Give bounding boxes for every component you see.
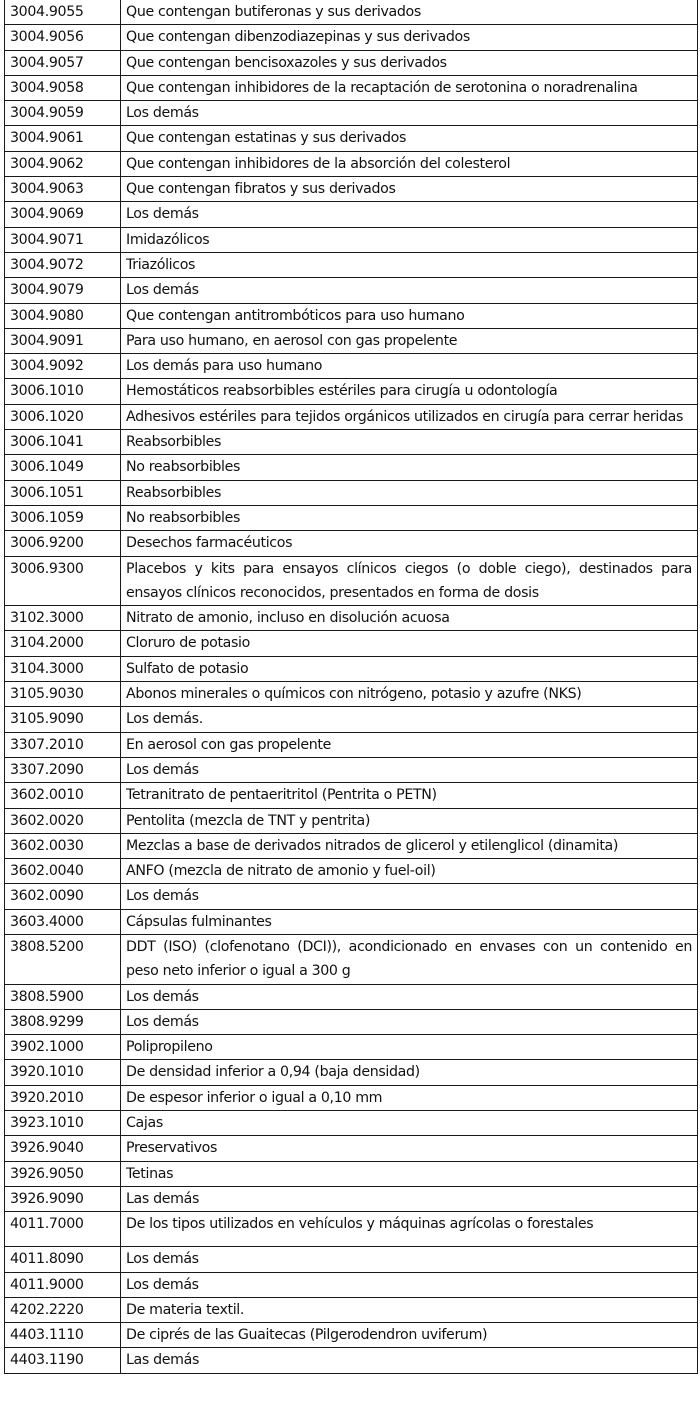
tariff-code: 3808.5200	[5, 934, 121, 984]
table-row	[5, 732, 698, 757]
table-row	[5, 757, 698, 782]
table-row	[5, 1186, 698, 1211]
table-row	[5, 252, 698, 277]
tariff-code: 3920.2010	[5, 1085, 121, 1110]
tariff-description: Desechos farmacéuticos	[121, 531, 698, 556]
tariff-description: Tetranitrato de pentaeritritol (Pentrita o PETN)	[121, 783, 698, 808]
tariff-code: 3006.1041	[5, 430, 121, 455]
table-row	[5, 480, 698, 505]
tariff-code: 3006.1049	[5, 455, 121, 480]
table-row	[5, 505, 698, 530]
tariff-code: 3602.0040	[5, 859, 121, 884]
table-row	[5, 1111, 698, 1136]
table-row	[5, 177, 698, 202]
table-row	[5, 631, 698, 656]
tariff-description: Tetinas	[121, 1161, 698, 1186]
table-row	[5, 1161, 698, 1186]
tariff-code: 4202.2220	[5, 1297, 121, 1322]
table-row	[5, 151, 698, 176]
tariff-description: Los demás	[121, 757, 698, 782]
tariff-code: 3004.9061	[5, 126, 121, 151]
table-row	[5, 328, 698, 353]
tariff-description: Sulfato de potasio	[121, 656, 698, 681]
table-row	[5, 1060, 698, 1085]
tariff-description: Cloruro de potasio	[121, 631, 698, 656]
tariff-description: Los demás	[121, 1009, 698, 1034]
tariff-table	[4, 0, 698, 1374]
table-row	[5, 531, 698, 556]
tariff-description: Los demás para uso humano	[121, 354, 698, 379]
tariff-code: 3004.9080	[5, 303, 121, 328]
tariff-description: Hemostáticos reabsorbibles estériles para cirugía u odontología	[121, 379, 698, 404]
tariff-code: 4403.1190	[5, 1348, 121, 1373]
tariff-code: 4403.1110	[5, 1323, 121, 1348]
tariff-description: Cápsulas fulminantes	[121, 909, 698, 934]
tariff-code: 3006.1059	[5, 505, 121, 530]
tariff-description: Los demás	[121, 1247, 698, 1272]
tariff-code: 3004.9062	[5, 151, 121, 176]
tariff-description: Placebos y kits para ensayos clínicos ciegos (o doble ciego), destinados para ensayos clínicos reconocidos, presentados en forma de dosis	[121, 556, 698, 606]
tariff-description: No reabsorbibles	[121, 455, 698, 480]
table-row	[5, 126, 698, 151]
tariff-description: Que contengan dibenzodiazepinas y sus derivados	[121, 25, 698, 50]
table-row	[5, 1136, 698, 1161]
table-row	[5, 859, 698, 884]
tariff-code: 3920.1010	[5, 1060, 121, 1085]
table-row	[5, 50, 698, 75]
tariff-description: Abonos minerales o químicos con nitrógeno, potasio y azufre (NKS)	[121, 682, 698, 707]
table-row	[5, 808, 698, 833]
tariff-code: 3004.9091	[5, 328, 121, 353]
table-row	[5, 1085, 698, 1110]
tariff-code: 3004.9059	[5, 101, 121, 126]
tariff-code: 3926.9040	[5, 1136, 121, 1161]
table-row	[5, 934, 698, 984]
tariff-description: De ciprés de las Guaitecas (Pilgerodendron uviferum)	[121, 1323, 698, 1348]
tariff-code: 3004.9071	[5, 227, 121, 252]
tariff-description: Las demás	[121, 1186, 698, 1211]
tariff-description: Pentolita (mezcla de TNT y pentrita)	[121, 808, 698, 833]
tariff-description: Que contengan estatinas y sus derivados	[121, 126, 698, 151]
tariff-code: 3006.9200	[5, 531, 121, 556]
tariff-code: 3307.2010	[5, 732, 121, 757]
tariff-code: 4011.9000	[5, 1272, 121, 1297]
tariff-description: Los demás.	[121, 707, 698, 732]
tariff-code: 3004.9063	[5, 177, 121, 202]
table-row	[5, 1348, 698, 1373]
tariff-code: 3004.9079	[5, 278, 121, 303]
tariff-description: Para uso humano, en aerosol con gas propelente	[121, 328, 698, 353]
table-row	[5, 379, 698, 404]
tariff-code: 3105.9030	[5, 682, 121, 707]
tariff-description: Nitrato de amonio, incluso en disolución acuosa	[121, 606, 698, 631]
table-row	[5, 430, 698, 455]
tariff-description: Que contengan bencisoxazoles y sus derivados	[121, 50, 698, 75]
tariff-code: 3004.9072	[5, 252, 121, 277]
tariff-code: 3104.2000	[5, 631, 121, 656]
tariff-description: Los demás	[121, 984, 698, 1009]
table-row	[5, 1272, 698, 1297]
tariff-description: Los demás	[121, 278, 698, 303]
table-row	[5, 783, 698, 808]
table-row	[5, 455, 698, 480]
table-row	[5, 202, 698, 227]
table-row	[5, 1323, 698, 1348]
tariff-code: 3006.1010	[5, 379, 121, 404]
tariff-code: 4011.7000	[5, 1212, 121, 1247]
table-row	[5, 227, 698, 252]
table-row	[5, 75, 698, 100]
table-row	[5, 606, 698, 631]
tariff-code: 3603.4000	[5, 909, 121, 934]
tariff-description: Cajas	[121, 1111, 698, 1136]
tariff-description: Que contengan fibratos y sus derivados	[121, 177, 698, 202]
tariff-description: Reabsorbibles	[121, 480, 698, 505]
tariff-description: Imidazólicos	[121, 227, 698, 252]
tariff-code: 3004.9069	[5, 202, 121, 227]
tariff-code: 4011.8090	[5, 1247, 121, 1272]
tariff-code: 3602.0090	[5, 884, 121, 909]
tariff-description: Los demás	[121, 1272, 698, 1297]
tariff-code: 3902.1000	[5, 1035, 121, 1060]
tariff-description: En aerosol con gas propelente	[121, 732, 698, 757]
tariff-description: De los tipos utilizados en vehículos y máquinas agrícolas o forestales	[121, 1212, 698, 1247]
tariff-description: Que contengan inhibidores de la absorción del colesterol	[121, 151, 698, 176]
table-row	[5, 404, 698, 429]
tariff-code: 3004.9092	[5, 354, 121, 379]
tariff-description: Los demás	[121, 202, 698, 227]
tariff-code: 3105.9090	[5, 707, 121, 732]
table-row	[5, 1297, 698, 1322]
table-row	[5, 833, 698, 858]
tariff-table-body	[5, 0, 698, 1373]
tariff-description: Que contengan butiferonas y sus derivados	[121, 0, 698, 25]
tariff-description: No reabsorbibles	[121, 505, 698, 530]
tariff-code: 3808.9299	[5, 1009, 121, 1034]
tariff-code: 3602.0030	[5, 833, 121, 858]
table-row	[5, 101, 698, 126]
table-row	[5, 884, 698, 909]
tariff-code: 3004.9055	[5, 0, 121, 25]
table-row	[5, 1035, 698, 1060]
tariff-code: 3006.1051	[5, 480, 121, 505]
tariff-code: 3004.9058	[5, 75, 121, 100]
tariff-code: 3004.9056	[5, 25, 121, 50]
tariff-description: Reabsorbibles	[121, 430, 698, 455]
table-row	[5, 0, 698, 25]
tariff-code: 3926.9090	[5, 1186, 121, 1211]
tariff-code: 3602.0020	[5, 808, 121, 833]
tariff-code: 3104.3000	[5, 656, 121, 681]
tariff-code: 3004.9057	[5, 50, 121, 75]
tariff-description: ANFO (mezcla de nitrato de amonio y fuel-oil)	[121, 859, 698, 884]
tariff-description: De espesor inferior o igual a 0,10 mm	[121, 1085, 698, 1110]
table-row	[5, 682, 698, 707]
table-row	[5, 303, 698, 328]
tariff-description: Los demás	[121, 101, 698, 126]
tariff-code: 3926.9050	[5, 1161, 121, 1186]
tariff-description: Los demás	[121, 884, 698, 909]
tariff-code: 3006.1020	[5, 404, 121, 429]
tariff-code: 3602.0010	[5, 783, 121, 808]
tariff-description: De materia textil.	[121, 1297, 698, 1322]
tariff-code: 3102.3000	[5, 606, 121, 631]
tariff-description: Mezclas a base de derivados nitrados de glicerol y etilenglicol (dinamita)	[121, 833, 698, 858]
tariff-description: Polipropileno	[121, 1035, 698, 1060]
table-row	[5, 1212, 698, 1247]
table-row	[5, 656, 698, 681]
table-row	[5, 556, 698, 606]
tariff-code: 3006.9300	[5, 556, 121, 606]
tariff-description: DDT (ISO) (clofenotano (DCI)), acondicionado en envases con un contenido en peso neto inferior o igual a 300 g	[121, 934, 698, 984]
tariff-description: Que contengan inhibidores de la recaptación de serotonina o noradrenalina	[121, 75, 698, 100]
table-row	[5, 278, 698, 303]
table-row	[5, 1247, 698, 1272]
table-row	[5, 984, 698, 1009]
table-row	[5, 354, 698, 379]
table-row	[5, 707, 698, 732]
table-row	[5, 25, 698, 50]
tariff-description: Adhesivos estériles para tejidos orgánicos utilizados en cirugía para cerrar heridas	[121, 404, 698, 429]
tariff-description: Que contengan antitrombóticos para uso humano	[121, 303, 698, 328]
tariff-code: 3808.5900	[5, 984, 121, 1009]
tariff-code: 3307.2090	[5, 757, 121, 782]
tariff-description: Las demás	[121, 1348, 698, 1373]
tariff-code: 3923.1010	[5, 1111, 121, 1136]
tariff-description: De densidad inferior a 0,94 (baja densidad)	[121, 1060, 698, 1085]
table-row	[5, 1009, 698, 1034]
tariff-description: Preservativos	[121, 1136, 698, 1161]
table-row	[5, 909, 698, 934]
tariff-description: Triazólicos	[121, 252, 698, 277]
